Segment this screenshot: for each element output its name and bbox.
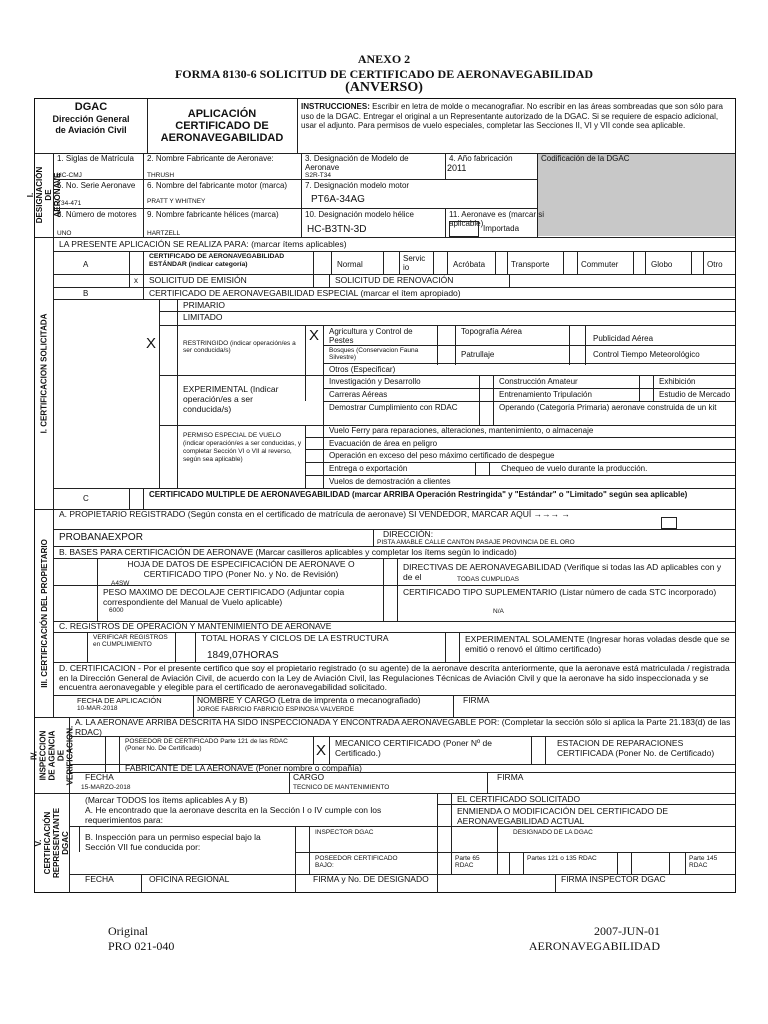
agency-signature-label: FIRMA — [497, 772, 524, 782]
special-permit-label: PERMISO ESPECIAL DE VUELO (indicar operación/es a ser conducidas, y completar Sección VI o VII al reverso, según sea aplicable) — [183, 432, 302, 463]
total-hours-label: TOTAL HORAS Y CICLOS DE LA ESTRUCTURA — [201, 633, 389, 643]
mechanic-mark[interactable]: X — [315, 742, 326, 759]
name-title-value[interactable]: JORGE FABRICIO FABRICIO ESPINOSA VALVERDE — [197, 706, 354, 713]
dgac-abbrev: DGAC — [74, 101, 108, 113]
application-intro: LA PRESENTE APLICACIÓN SE REALIZA PARA: (marcar ítems aplicables) — [59, 239, 347, 249]
cat-normal: Normal — [337, 260, 363, 269]
experimental-label: EXPERIMENTAL (Indicar operación/es a ser conducida/s) — [183, 384, 279, 414]
market-study-label: Estudio de Mercado — [659, 390, 731, 399]
field-11-label: 11. Aeronave es (marcar si aplicable) — [449, 210, 545, 228]
verify-records-label: VERIFICAR REGISTROS en CUMPLIMIENTO — [93, 634, 168, 648]
special-cert-label: CERTIFICADO DE AERONAVEGABILIDAD ESPECIAL (marcar el ítem apropiado) — [149, 288, 461, 298]
amendment-label: ENMIENDA O MODIFICACIÓN DEL CERTIFICADO DE AERONAVEGABILIDAD ACTUAL — [457, 806, 669, 826]
agency-date-label: FECHA — [85, 772, 114, 782]
agriculture-mark[interactable]: X — [308, 327, 319, 344]
cat-transporte: Transporte — [511, 260, 550, 269]
requested-cert-label: EL CERTIFICADO SOLICITADO — [457, 794, 581, 804]
cat-otro: Otro — [707, 260, 723, 269]
found-compliant-text: A. He encontrado que la aeronave descrita en la Sección I o IV cumple con los requerimientos para: — [85, 805, 382, 825]
kit-label: Operando (Categoría Primaria) aeronave construida de un kit — [499, 403, 717, 412]
records-section-c: C. REGISTROS DE OPERACIÓN Y MANTENIMIENTO DE AERONAVE — [59, 621, 332, 631]
regional-office-label: OFICINA REGIONAL — [149, 874, 230, 884]
dgac-designee-label: DESIGNADO DE LA DGAC — [513, 829, 593, 836]
meteo-label: Control Tiempo Meteorológico — [593, 350, 700, 359]
cat-globo: Globo — [651, 260, 673, 269]
agriculture-label: Agricultura y Control de Pestes — [329, 327, 413, 345]
cat-acrobata: Acróbata — [453, 260, 486, 269]
option-a-letter: A — [83, 260, 89, 269]
amateur-label: Construcción Amateur — [499, 377, 578, 386]
field-6-label: 6. Nombre del fabricante motor (marca) — [147, 181, 288, 190]
field-7-label: 7. Designación modelo motor — [305, 181, 410, 190]
holder-under-label: POSEEDOR CERTIFICADO BAJO: — [315, 855, 398, 869]
footer-original: Original — [108, 924, 148, 938]
spec-sheet-value[interactable]: A4SW — [111, 580, 130, 587]
field-9-value[interactable]: HARTZELL — [147, 230, 181, 237]
std-cert-label: CERTIFICADO DE AERONAVEGABILIDAD ESTÁNDAR (indicar categoría) — [149, 253, 285, 268]
production-check-label: Chequeo de vuelo durante la producción. — [501, 464, 648, 473]
owner-name[interactable]: PROBANAEXPOR — [59, 532, 143, 543]
primario-label: PRIMARIO — [183, 300, 226, 310]
basis-section-b: B. BASES PARA CERTIFICACIÓN DE AERONAVE (Marcar casilleros aplicables y completar los ítems según lo indicado) — [59, 547, 517, 557]
research-label: Investigación y Desarrollo — [329, 377, 421, 386]
section-i-label: I. DESIGNACIÓN DE AERONAVE — [26, 166, 63, 224]
multiple-cert-label: CERTIFICADO MULTIPLE DE AERONAVEGABILIDAD (marcar ARRIBA Operación Restringida" y "Estándar" o "Limitado" según sea aplicable) — [149, 490, 688, 499]
field-11-value: Importada — [483, 224, 520, 233]
section-v-label: V. CERTIFICACIÓN REPRESENTANTE DGAC — [34, 807, 71, 879]
field-8-label: 8. Número de motores — [57, 210, 137, 219]
field-4-value[interactable]: 2011 — [447, 163, 467, 173]
field-3-label: 3. Designación de Modelo de Aeronave — [305, 154, 409, 172]
mark-all-text: (Marcar TODOS los ítems aplicables A y B) — [85, 795, 248, 805]
cat-servicio: Servic io — [403, 254, 426, 272]
dgac-date-label: FECHA — [85, 874, 114, 884]
agency-date-value[interactable]: 15-MARZO-2018 — [81, 784, 131, 791]
limitado-label: LIMITADO — [183, 312, 223, 322]
special-permit-inspection-text: B. Inspección para un permiso especial bajo la Sección VII fue conducida por: — [85, 832, 261, 852]
address-value[interactable]: PISTA AMABLE CALLE CANTON PASAJE PROVINCIA DE EL ORO — [377, 539, 575, 546]
form-side-title: (ANVERSO) — [345, 80, 423, 95]
field-3-value[interactable]: S2R-T34 — [305, 172, 332, 179]
owner-signature-label: FIRMA — [463, 695, 490, 705]
dgac-code-label: Codificación de la DGAC — [541, 154, 630, 163]
dgac-inspector-label: INSPECTOR DGAC — [315, 829, 374, 836]
option-b-letter: B — [83, 289, 89, 298]
dgac-full-name: Dirección General de Aviación Civil — [52, 114, 130, 135]
field-4-label: 4. Año fabricación — [449, 154, 513, 163]
emission-label: SOLICITUD DE EMISIÓN — [149, 275, 247, 285]
part-121-label: Partes 121 o 135 RDAC — [527, 855, 597, 862]
topography-label: Topografía Aérea — [461, 327, 522, 336]
footer-department: AERONAVEGABILIDAD — [528, 939, 660, 953]
imported-checkbox[interactable] — [449, 221, 479, 237]
instructions — [299, 101, 735, 132]
designee-signature-label: FIRMA y No. DE DESIGNADO — [313, 874, 429, 884]
races-label: Carreras Aéreas — [329, 390, 388, 399]
evacuation-label: Evacuación de área en peligro — [329, 439, 438, 448]
delivery-label: Entrega o exportación — [329, 464, 408, 473]
patrol-label: Patrullaje — [461, 350, 495, 359]
address-label: DIRECCIÓN: — [383, 529, 434, 539]
spec-sheet-label: HOJA DE DATOS DE ESPECIFICACIÓN DE AERONAVE O CERTIFICADO TIPO (Poner No. y No. de Revisión) — [127, 559, 355, 579]
max-weight-value[interactable]: 6000 — [109, 607, 124, 614]
field-2-value[interactable]: THRUSH — [147, 172, 175, 179]
overweight-label: Operación en exceso del peso máximo certificado de despegue — [329, 451, 555, 460]
field-1-value[interactable]: HC-CMJ — [57, 172, 82, 179]
restricted-label: RESTRINGIDO (indicar operación/es a ser conducida/s) — [183, 340, 296, 354]
restricted-mark[interactable]: X — [145, 335, 156, 352]
field-5-label: 5. No. Serie Aeronave — [57, 181, 136, 190]
stc-value[interactable]: N/A — [493, 608, 504, 615]
application-date-value[interactable]: 10-MAR-2018 — [77, 705, 118, 712]
application-title: APLICACIÓN CERTIFICADO DE AERONAVEGABILIDAD — [160, 108, 284, 144]
stc-label: CERTIFICADO TIPO SUPLEMENTARIO (Listar número de cada STC incorporado) — [403, 587, 717, 597]
instructions-text: Escribir en letra de molde o mecanografiar. No escribir en las áreas sombreadas que son sólo para uso de la DGAC. Entregar el original a un Representante autorizado de la DGAC. Si se requiere de espacio adicional, usar el adjunto. Para permisos de vuelo especiales, completar las Secciones II, VI y VII conde sea aplicable. — [301, 102, 723, 130]
field-7-value[interactable]: PT6A-34AG — [311, 194, 365, 205]
experimental-hours-label: EXPERIMENTAL SOLAMENTE (Ingresar horas voladas desde que se emitió o renovó el último certificado) — [465, 634, 730, 654]
compliance-label: Demostrar Cumplimiento con RDAC — [329, 403, 458, 412]
option-c-letter: C — [83, 494, 89, 503]
field-10-value[interactable]: HC-B3TN-3D — [307, 224, 367, 235]
publicity-label: Publicidad Aérea — [593, 334, 654, 343]
agency-inspection-text: A. LA AERONAVE ARRIBA DESCRITA HA SIDO INSPECCIONADA Y ENCONTRADA AERONAVEGABLE POR: (Completar la sección sólo si aplica la Parte 21.183(d) de las RDAC) — [75, 717, 731, 737]
part-65-label: Parte 65 RDAC — [455, 855, 480, 869]
agency-title-label: CARGO — [293, 772, 325, 782]
inspector-signature-label: FIRMA INSPECTOR DGAC — [561, 874, 666, 884]
demo-flights-label: Vuelos de demostración a clientes — [329, 477, 451, 486]
renewal-label: SOLICITUD DE RENOVACIÓN — [335, 275, 454, 285]
field-8-value[interactable]: UNO — [57, 230, 72, 237]
section-ii-label: I. CERTIFICACION SOLICITADA — [39, 313, 49, 433]
footer-date: 2007-JUN-01 — [594, 924, 660, 938]
section-iii-label: III. CERTIFICACIÓN DEL PROPIETARIO — [39, 538, 49, 688]
annex-title: ANEXO 2 — [357, 52, 411, 66]
field-9-label: 9. Nombre fabricante hélices (marca) — [147, 210, 279, 219]
cat-commuter: Commuter — [581, 260, 619, 269]
directives-label: DIRECTIVAS DE AERONAVEGABILIDAD (Verifique si todas las AD aplicables con y de el — [403, 562, 722, 582]
forests-label: Bosques (Conservacion Fauna Silvestre) — [329, 347, 419, 361]
holder-121-label: POSEEDOR DE CERTIFICADO Parte 121 de las RDAC (Poner No. De Certificado) — [125, 738, 288, 752]
field-10-label: 10. Designación modelo hélice — [305, 210, 414, 219]
instructions-label: INSTRUCCIONES: — [301, 102, 370, 111]
emission-mark[interactable]: x — [134, 276, 138, 285]
others-label: Otros (Especificar) — [329, 365, 396, 374]
field-5-value[interactable]: T34-471 — [57, 200, 82, 207]
field-2-label: 2. Nombre Fabricante de Aeronave: — [147, 154, 274, 163]
field-1-label: 1. Siglas de Matrícula — [57, 154, 134, 163]
agency-title-value[interactable]: TECNICO DE MANTENIMIENTO — [293, 784, 390, 791]
repair-station-label: ESTACION DE REPARACIONES CERTIFICADA (Poner No. de Certificado) — [557, 738, 715, 758]
owner-section-a: A. PROPIETARIO REGISTRADO (Según consta en el certificado de matrícula de aeronave) SI VENDEDOR, MARCAR AQUÍ →→→ → — [59, 509, 570, 519]
form-title: FORMA 8130-6 SOLICITUD DE CERTIFICADO DE AERONAVEGABILIDAD — [174, 67, 594, 81]
seller-checkbox[interactable] — [661, 517, 677, 529]
crew-training-label: Entrenamiento Tripulación — [499, 390, 592, 399]
section-iv-label: IV. INSPECCION DE AGENCIA DE VERIFICACION. — [29, 725, 75, 785]
ferry-label: Vuelo Ferry para reparaciones, alteraciones, mantenimiento, o almacenaje — [329, 426, 594, 435]
max-weight-label: PESO MAXIMO DE DECOLAJE CERTIFICADO (Adjuntar copia correspondiente del Manual de Vuelo aplicable) — [103, 587, 345, 607]
footer-code: PRO 021-040 — [108, 939, 175, 953]
field-6-value[interactable]: PRATT Y WHITNEY — [147, 198, 206, 205]
owner-certification-text: D. CERTIFICACION - Por el presente certifico que soy el propietario registrado (o su agente) de la aeronave descrita anteriormente, que la aeronave está matriculada / registrada en la Dirección General de Aviación Civil, de acuerdo con la Ley de Aviación Civil, las Regulaciones Técnicas de Aviación Civil y que la aeronave ha sido inspeccionada y se encuentra aeronavegable y elegible para el certificado de aeronavegabilidad solicitado. — [59, 663, 730, 692]
directives-value[interactable]: TODAS CUMPLIDAS — [457, 576, 520, 583]
manufacturer-label: FABRICANTE DE LA AERONAVE (Poner nombre o compañía) — [125, 763, 362, 773]
application-form — [26, 98, 736, 893]
mechanic-label: MECANICO CERTIFICADO (Poner Nº de Certificado.) — [335, 738, 492, 758]
total-hours-value[interactable]: 1849,07HORAS — [207, 650, 279, 661]
application-date-label: FECHA DE APLICACIÓN — [77, 696, 162, 705]
name-title-label: NOMBRE Y CARGO (Letra de imprenta o mecanografiado) — [197, 695, 421, 705]
part-145-label: Parte 145 RDAC — [689, 855, 718, 869]
exhibition-label: Exhibición — [659, 377, 696, 386]
